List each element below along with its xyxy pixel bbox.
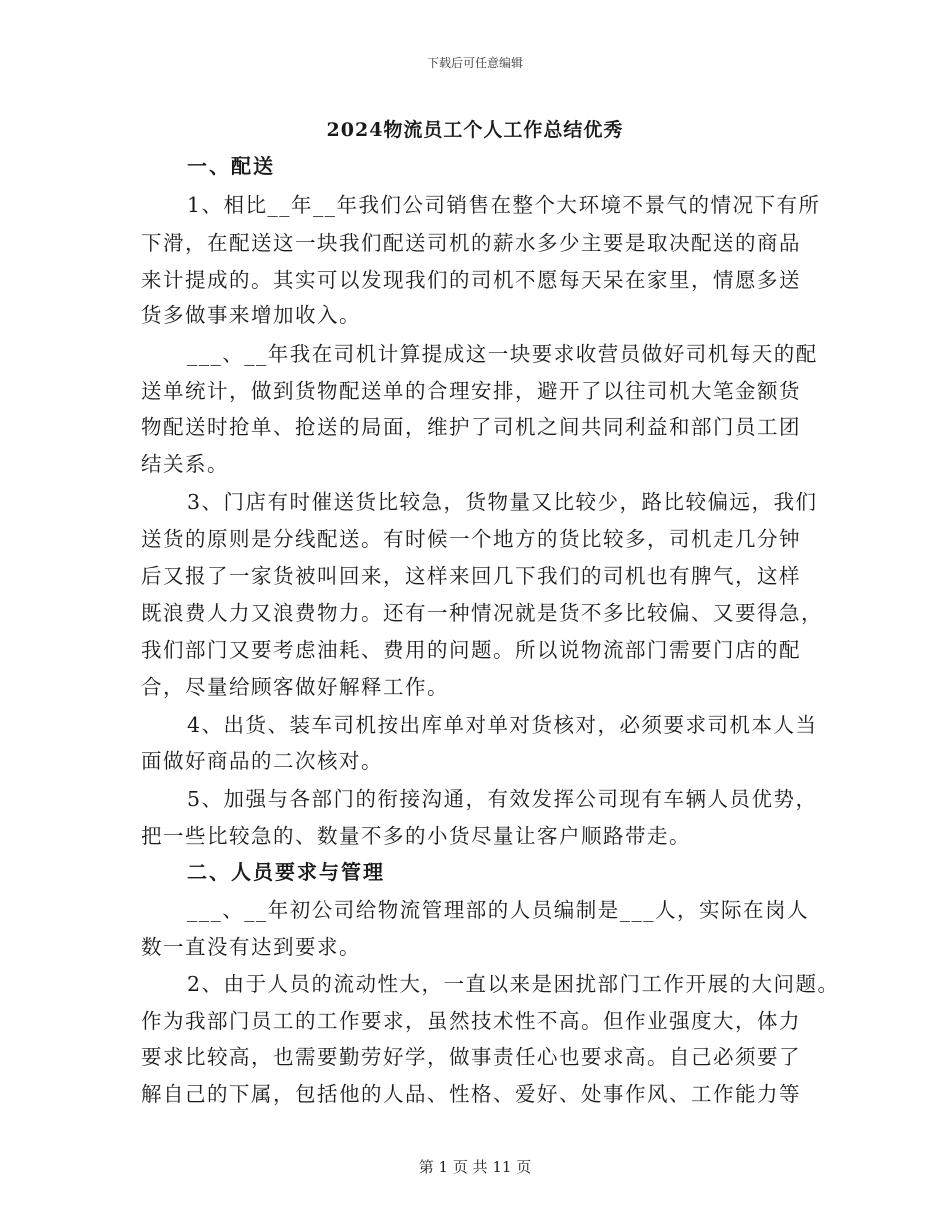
paragraph-line: 送单统计，做到货物配送单的合理安排，避开了以往司机大笔金额货 <box>141 379 801 403</box>
paragraph-line: 5、加强与各部门的衔接沟通，有效发挥公司现有车辆人员优势， <box>187 787 818 811</box>
document-title: 2024物流员工个人工作总结优秀 <box>326 119 624 141</box>
paragraph-line: 面做好商品的二次核对。 <box>141 749 383 773</box>
header-note: 下载后可任意编辑 <box>426 56 523 70</box>
paragraph-line: 货多做事来增加收入。 <box>141 303 361 327</box>
paragraph-line: 3、门店有时催送货比较急，货物量又比较少，路比较偏远，我们 <box>187 490 818 514</box>
paragraph-line: 4、出货、装车司机按出库单对单对货核对，必须要求司机本人当 <box>187 713 818 737</box>
paragraph-line: ___、__年我在司机计算提成这一块要求收营员做好司机每天的配 <box>187 342 818 366</box>
paragraph-line: ___、__年初公司给物流管理部的人员编制是___人，实际在岗人 <box>187 898 809 922</box>
page-footer: 第 1 页 共 11 页 <box>418 1158 532 1176</box>
paragraph-line: 数一直没有达到要求。 <box>141 935 361 959</box>
paragraph-line: 结关系。 <box>141 452 229 476</box>
paragraph-line: 既浪费人力又浪费物力。还有一种情况就是货不多比较偏、又要得急， <box>141 601 823 625</box>
paragraph-line: 2、由于人员的流动性大，一直以来是困扰部门工作开展的大问题。 <box>187 972 840 996</box>
paragraph-line: 解自己的下属，包括他的人品、性格、爱好、处事作风、工作能力等 <box>141 1082 801 1106</box>
paragraph-line: 要求比较高，也需要勤劳好学，做事责任心也要求高。自己必须要了 <box>141 1045 801 1069</box>
paragraph-line: 把一些比较急的、数量不多的小货尽量让客户顺路带走。 <box>141 824 691 848</box>
paragraph-line: 来计提成的。其实可以发现我们的司机不愿每天呆在家里，情愿多送 <box>141 268 801 292</box>
section-heading-delivery: 一、配送 <box>187 154 275 178</box>
paragraph-line: 作为我部门员工的工作要求，虽然技术性不高。但作业强度大，体力 <box>141 1009 801 1033</box>
paragraph-line: 合，尽量给顾客做好解释工作。 <box>141 675 449 699</box>
paragraph-line: 送货的原则是分线配送。有时候一个地方的货比较多，司机走几分钟 <box>141 527 801 551</box>
paragraph-line: 物配送时抢单、抢送的局面，维护了司机之间共同利益和部门员工团 <box>141 415 801 439</box>
paragraph-line: 下滑，在配送这一块我们配送司机的薪水多少主要是取决配送的商品 <box>141 231 801 255</box>
paragraph-line: 我们部门又要考虑油耗、费用的问题。所以说物流部门需要门店的配 <box>141 638 801 662</box>
paragraph-line: 后又报了一家货被叫回来，这样来回几下我们的司机也有脾气，这样 <box>141 564 801 588</box>
paragraph-line: 1、相比__年__年我们公司销售在整个大环境不景气的情况下有所 <box>187 193 821 217</box>
section-heading-personnel: 二、人员要求与管理 <box>187 860 385 884</box>
